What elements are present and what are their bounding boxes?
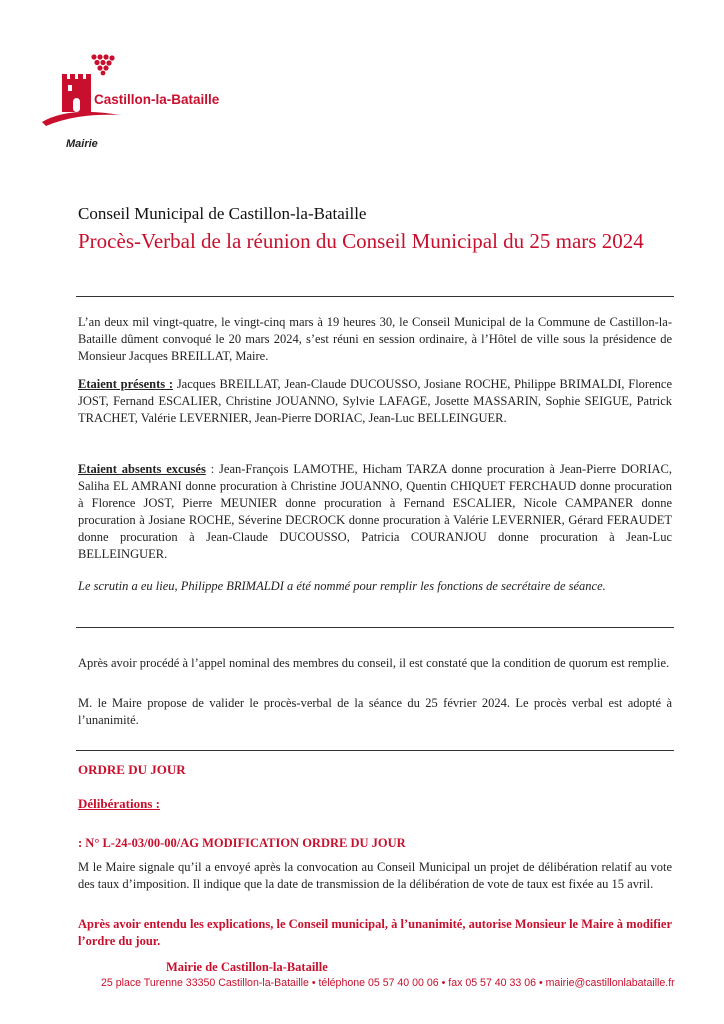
logo-subtitle: Mairie bbox=[66, 138, 98, 150]
absent-label: Etaient absents excusés bbox=[78, 462, 206, 476]
intro-paragraph: L’an deux mil vingt-quatre, le vingt-cinq mars à 19 heures 30, le Conseil Municipal de la Commune de Castillon-la-Bataille dûment convoqué le 20 mars 2024, s’est réuni en session ordinaire, à l’Hôtel de ville sous la présidence de Monsieur Jacques BREILLAT, Maire. bbox=[78, 315, 672, 363]
absent-list: : Jean-François LAMOTHE, Hicham TARZA donne procuration à Jean-Pierre DORIAC, Saliha EL AMRANI donne procuration à Christine JOUANNO, Quentin CHIQUET FERCHAUD donne procuration à Florence JOST, Pierre MEUNIER donne procuration à Fernand ESCALIER, Nicole CAMPANER donne procuration à Josiane ROCHE, Séverine DECROCK donne procuration à Valérie LEVERNIER, Gérard FERAUDET donne procuration à Jean-Claude DUCOUSSO, Patricia COURANJOU donne procuration à Jean-Luc BELLEINGUER. bbox=[78, 462, 672, 561]
absent-paragraph bbox=[78, 461, 672, 563]
deliberations-heading: Délibérations : bbox=[78, 796, 160, 811]
previous-pv-paragraph: M. le Maire propose de valider le procès-verbal de la séance du 25 février 2024. Le procès verbal est adopté à l’unanimité. bbox=[78, 696, 672, 727]
present-paragraph bbox=[78, 376, 672, 427]
divider bbox=[76, 750, 674, 751]
agenda-item-text: M le Maire signale qu’il a envoyé après la convocation au Conseil Municipal un projet de délibération relatif au vote des taux d’imposition. Il indique que la date de transmission de la délibération de vote de taux est fixée au 15 avril. bbox=[78, 860, 672, 891]
document-title: Procès-Verbal de la réunion du Conseil Municipal du 25 mars 2024 bbox=[78, 229, 644, 253]
agenda-item-decision: Après avoir entendu les explications, le Conseil municipal, à l’unanimité, autorise Monsieur le Maire à modifier l’ordre du jour. bbox=[78, 917, 672, 948]
agenda-item-title: : N° L-24-03/00-00/AG MODIFICATION ORDRE DU JOUR bbox=[78, 836, 406, 850]
divider bbox=[76, 296, 674, 297]
council-heading: Conseil Municipal de Castillon-la-Bataille bbox=[78, 204, 367, 223]
divider bbox=[76, 627, 674, 628]
present-label: Etaient présents : bbox=[78, 377, 174, 391]
logo-text: Castillon-la-Bataille bbox=[94, 92, 220, 107]
secretary-paragraph: Le scrutin a eu lieu, Philippe BRIMALDI a été nommé pour remplir les fonctions de secrétaire de séance. bbox=[78, 579, 606, 593]
footer-address: 25 place Turenne 33350 Castillon-la-Bataille • téléphone 05 57 40 00 06 • fax 05 57 40 33 06 • mairie@castillonlabataille.fr bbox=[101, 977, 675, 989]
present-list: Jacques BREILLAT, Jean-Claude DUCOUSSO, Josiane ROCHE, Philippe BRIMALDI, Florence JOST, Fernand ESCALIER, Christine JOUANNO, Sylvie LAFAGE, Josette MASSARIN, Sophie SEIGUE, Patrick TRACHET, Valérie LEVERNIER, Jean-Pierre DORIAC, Jean-Luc BELLEINGUER. bbox=[78, 377, 672, 425]
agenda-heading: ORDRE DU JOUR bbox=[78, 762, 186, 777]
footer-name: Mairie de Castillon-la-Bataille bbox=[166, 960, 328, 974]
quorum-paragraph: Après avoir procédé à l’appel nominal des membres du conseil, il est constaté que la condition de quorum est remplie. bbox=[78, 656, 670, 670]
